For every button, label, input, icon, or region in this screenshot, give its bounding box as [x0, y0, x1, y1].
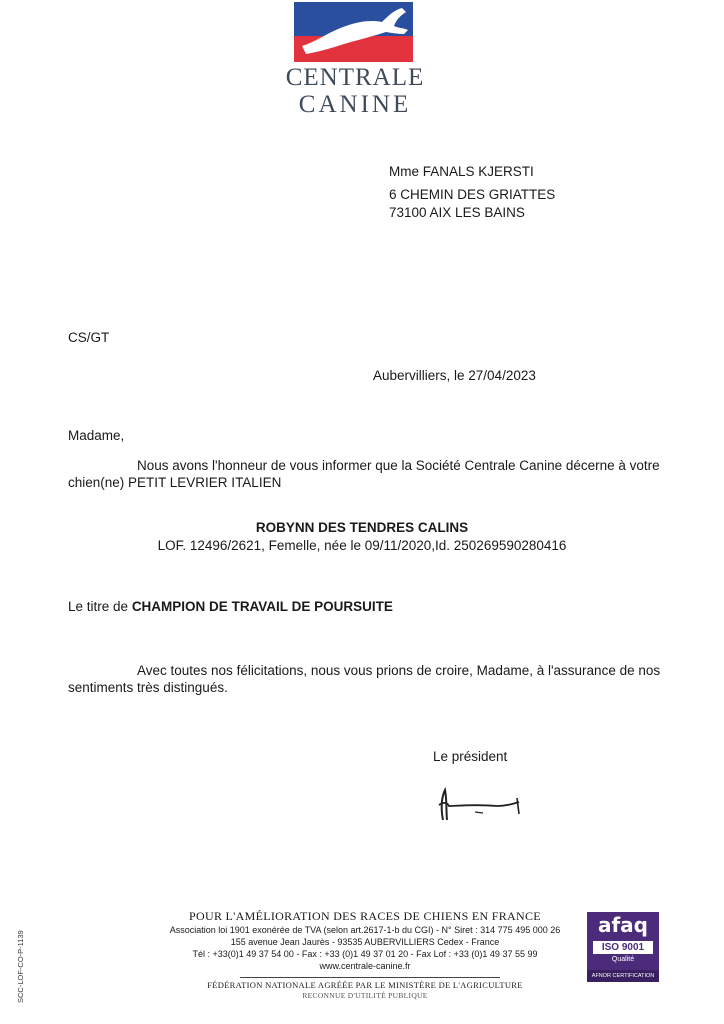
afaq-quality-label: Qualité	[611, 956, 635, 963]
closing-line-1: Avec toutes nos félicitations, nous vous prions de croire, Madame, à l'assurance de nos	[137, 663, 661, 678]
closing-line-2: sentiments très distingués.	[68, 680, 228, 695]
award-line	[68, 598, 393, 616]
afaq-certification-label: AFNOR CERTIFICATION	[587, 970, 659, 982]
paragraph-1-line-2: chien(ne) PETIT LEVRIER ITALIEN	[68, 475, 282, 490]
footer-utility: RECONNUE D'UTILITÉ PUBLIQUE	[302, 991, 428, 1000]
reference-code: CS/GT	[68, 330, 110, 345]
dog-details: LOF. 12496/2621, Femelle, née le 09/11/2020,Id. 250269590280416	[157, 538, 567, 553]
place-date: Aubervilliers, le 27/04/2023	[373, 368, 536, 383]
afaq-logo: afaq	[597, 913, 648, 937]
afaq-iso-label: ISO 9001	[593, 941, 653, 954]
centrale-canine-logo	[294, 2, 413, 62]
signatory-title: Le président	[433, 749, 508, 764]
recipient-name: Mme FANALS KJERSTI	[389, 164, 534, 179]
recipient-street: 6 CHEMIN DES GRIATTES	[389, 187, 556, 202]
award-prefix: Le titre de	[68, 599, 129, 614]
afaq-iso-badge	[587, 912, 659, 982]
award-title: CHAMPION DE TRAVAIL DE POURSUITE	[131, 599, 393, 614]
footer-federation: FÉDÉRATION NATIONALE AGRÉÉE PAR LE MINISTÈRE DE L'AGRICULTURE	[207, 980, 523, 990]
logo-dog-emblem-icon	[294, 2, 413, 62]
document-side-code: SCC-LOF-CO-P-1139	[16, 930, 25, 1003]
recipient-city: 73100 AIX LES BAINS	[389, 205, 525, 220]
footer-phones: Tél : +33(0)1 49 37 54 00 - Fax : +33 (0)1 49 37 01 20 - Fax Lof : +33 (0)1 49 37 55 99	[192, 949, 538, 959]
footer-website[interactable]: www.centrale-canine.fr	[319, 961, 411, 971]
footer-address: 155 avenue Jean Jaurès - 93535 AUBERVILLIERS Cedex - France	[230, 937, 500, 947]
footer-divider	[240, 977, 500, 978]
logo-line-1: CENTRALE	[285, 64, 425, 91]
footer-title: POUR L'AMÉLIORATION DES RACES DE CHIENS EN FRANCE	[189, 909, 541, 923]
salutation: Madame,	[68, 428, 125, 443]
logo-line-2: CANINE	[298, 91, 412, 118]
dog-name: ROBYNN DES TENDRES CALINS	[255, 520, 469, 535]
paragraph-1-line-1: Nous avons l'honneur de vous informer que la Société Centrale Canine décerne à votre	[137, 458, 660, 473]
footer-association: Association loi 1901 exonérée de TVA (selon art.2617-1-b du CGI) - N° Siret : 314 775 495 000 26	[169, 925, 561, 935]
handwritten-signature	[435, 780, 525, 825]
